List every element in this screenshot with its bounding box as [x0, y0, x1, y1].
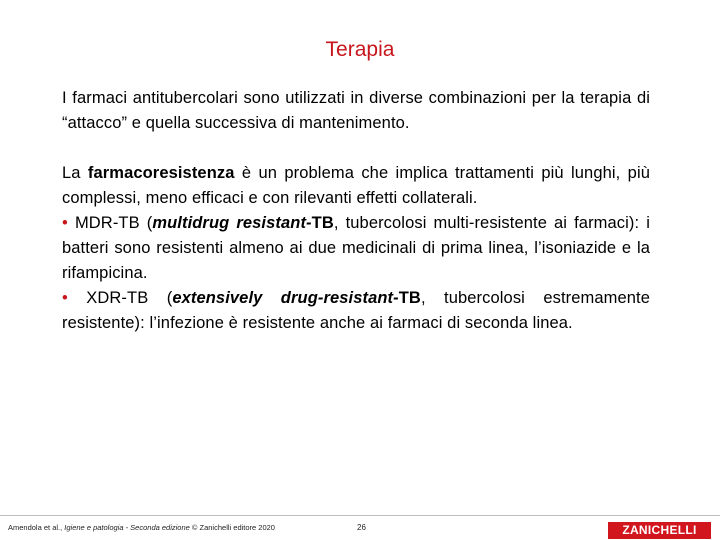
footer-publisher: © Zanichelli editore 2020 [189, 523, 275, 532]
bullet-prefix: XDR-TB ( [67, 289, 173, 307]
bullet-italic-term: extensively drug-resistant- [172, 289, 399, 307]
intro-paragraph: I farmaci antitubercolari sono utilizzati in diverse combinazioni per la terapia di “attacco” e quella successiva di mantenimento. [62, 89, 650, 132]
resistance-lead: La [62, 164, 88, 182]
bullet-dot: • [62, 289, 68, 307]
footer-credit [8, 523, 275, 532]
bullet-suffix: , tubercolosi estremamente resistente): l’infezione è resistente anche ai farmaci di seconda linea. [62, 289, 651, 332]
footer-book-title: Igiene e patologia - Seconda edizione [64, 523, 190, 532]
bullet-italic-term: multidrug resistant- [152, 214, 312, 232]
page-number: 26 [357, 523, 366, 532]
footer-authors: Amendola et al., [8, 523, 65, 532]
resistance-paragraph [62, 161, 650, 211]
bullet-bold-term: TB [398, 289, 421, 307]
resistance-term: farmacoresistenza [87, 164, 235, 182]
slide-title [0, 38, 720, 62]
bullet-prefix: MDR-TB ( [67, 214, 153, 232]
bullet-mdr [62, 211, 650, 286]
footer-divider [0, 515, 720, 516]
zanichelli-logo: ZANICHELLI [608, 522, 711, 539]
slide-body [62, 86, 650, 336]
bullet-dot: • [62, 214, 68, 232]
bullet-bold-term: TB [311, 214, 334, 232]
bullet-xdr [62, 286, 650, 336]
resistance-rest: è un problema che implica trattamenti più lunghi, più complessi, meno efficaci e con rilevanti effetti collaterali. [62, 164, 650, 207]
slide-title-text: Terapia [325, 38, 395, 61]
bullet-suffix: , tubercolosi multi-resistente ai farmaci): i batteri sono resistenti almeno ai due medicinali di prima linea, l’isoniazide e la rifampicina. [62, 214, 651, 282]
